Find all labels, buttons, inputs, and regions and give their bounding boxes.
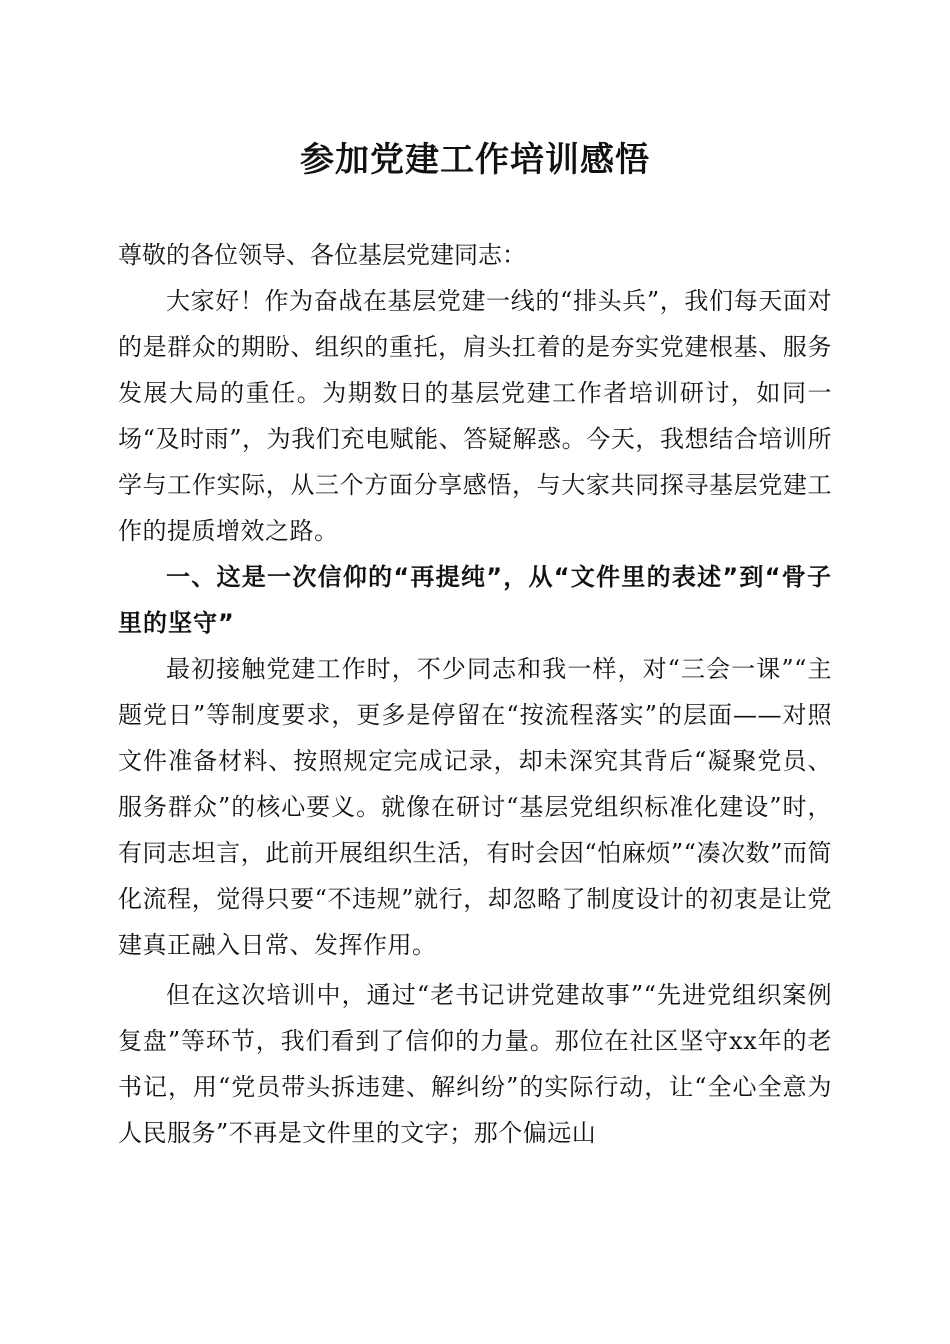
greeting-line: 尊敬的各位领导、各位基层党建同志：	[118, 241, 526, 269]
section-1-paragraph-1: 最初接触党建工作时，不少同志和我一样，对“三会一课”“主题党日”等制度要求，更多是停留在“按流程落实”的层面——对照文件准备材料、按照规定完成记录，却未深究其背后“凝聚党员、服务群众”的核心要义。就像在研讨“基层党组织标准化建设”时，有同志坦言，此前开展组织生活，有时会因“怕麻烦”“凑次数”而简化流程，觉得只要“不违规”就行，却忽略了制度设计的初衷是让党建真正融入日常、发挥作用。	[118, 655, 832, 959]
section-1-heading: 一、这是一次信仰的“再提纯”，从“文件里的表述”到“骨子里的坚守”	[118, 563, 832, 637]
section-1-paragraph-2: 但在这次培训中，通过“老书记讲党建故事”“先进党组织案例复盘”等环节，我们看到了信仰的力量。那位在社区坚守xx年的老书记，用“党员带头拆违建、解纠纷”的实际行动，让“全心全意为人民服务”不再是文件里的文字；那个偏远山	[118, 981, 832, 1147]
document-title: 参加党建工作培训感悟	[300, 140, 650, 180]
intro-paragraph: 大家好！作为奋战在基层党建一线的“排头兵”，我们每天面对的是群众的期盼、组织的重托，肩头扛着的是夯实党建根基、服务发展大局的重任。为期数日的基层党建工作者培训研讨，如同一场“及时雨”，为我们充电赋能、答疑解惑。今天，我想结合培训所学与工作实际，从三个方面分享感悟，与大家共同探寻基层党建工作的提质增效之路。	[118, 287, 832, 545]
